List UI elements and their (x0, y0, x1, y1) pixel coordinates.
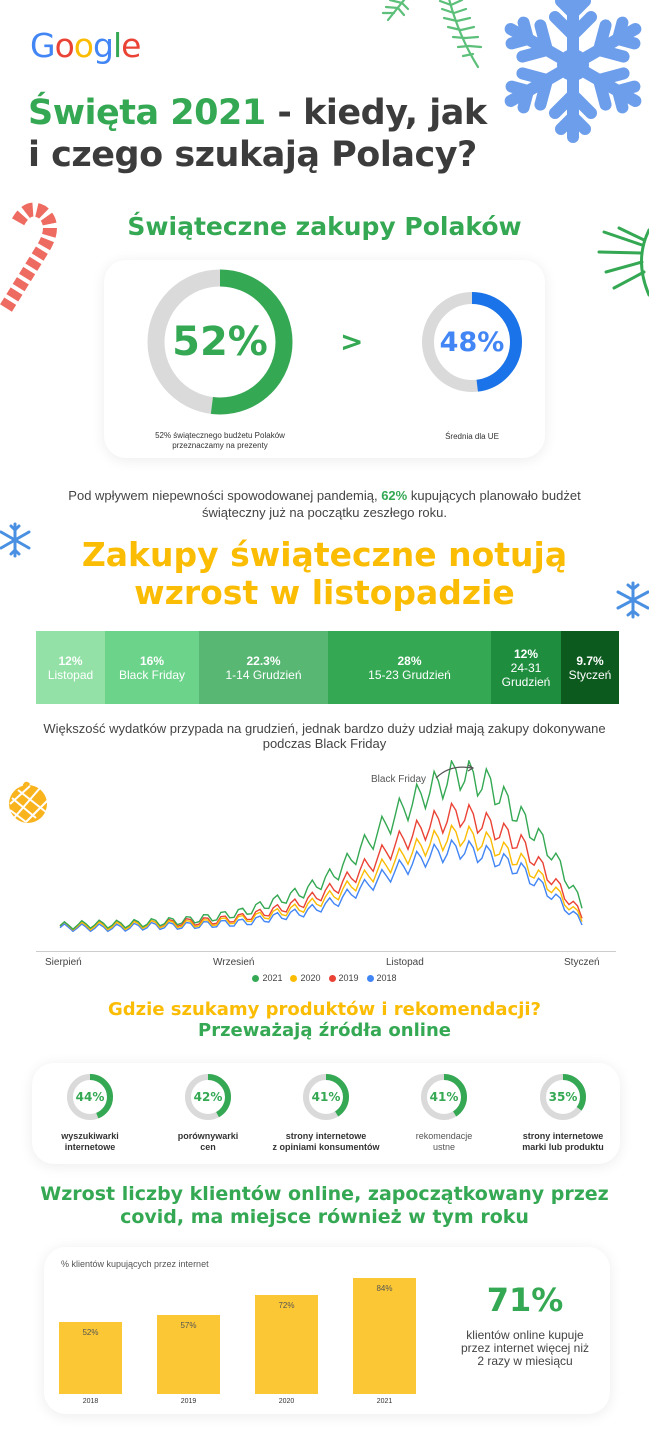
x-label-wrzesien: Wrzesień (213, 957, 255, 968)
poland-budget-caption (140, 431, 300, 451)
bar-value: 57% (180, 1321, 197, 1331)
snowflake-large-icon (488, 0, 649, 150)
note-highlight: 62% (381, 488, 408, 503)
note-text: Pod wpływem niepewności spowodowanej pandemią, (68, 488, 382, 503)
poland-budget-donut (146, 268, 294, 416)
segment-1 (105, 631, 199, 704)
bar-value: 52% (82, 1328, 99, 1338)
legend-dot-icon (252, 975, 259, 982)
online-chart-title: % klientów kupujących przez internet (61, 1259, 209, 1269)
bar-2020 (255, 1295, 318, 1394)
pandemic-note (40, 487, 609, 521)
bar-value: 72% (278, 1300, 295, 1310)
sources-heading: Gdzie szukamy produktów i rekomendacji? (108, 999, 541, 1020)
series-2021 (60, 761, 582, 929)
source-value: 41% (429, 1090, 459, 1104)
online-heading (0, 1183, 649, 1229)
heading-line: covid, ma miejsce również w tym roku (120, 1206, 529, 1228)
segment-5 (561, 631, 619, 704)
segment-percent: 28% (397, 653, 422, 668)
label-line: rekomendacje (415, 1131, 473, 1141)
title-rest: - kiedy, jak (265, 93, 487, 133)
eu-average-caption: Średnia dla UE (445, 432, 499, 441)
label-line: strony internetowe (285, 1131, 367, 1141)
source-donut (65, 1072, 115, 1122)
source-donut (183, 1072, 233, 1122)
stat-description (455, 1329, 595, 1368)
spending-stacked-bar (36, 631, 619, 704)
legend-label: 2021 (262, 973, 283, 983)
page-title (28, 92, 487, 176)
source-label (150, 1131, 266, 1153)
segment-percent: 12% (513, 646, 539, 661)
caption-line: przeznaczamy na prezenty (172, 441, 268, 450)
segment-4 (491, 631, 561, 704)
source-donut (419, 1072, 469, 1122)
bar-year-label: 2020 (278, 1398, 295, 1405)
bar-year-label: 2021 (376, 1398, 393, 1405)
annotation-arrow-icon (434, 762, 478, 780)
eu-average-donut (421, 291, 523, 393)
source-label (268, 1131, 384, 1153)
legend-label: 2018 (376, 973, 397, 983)
segment-percent: 22.3% (246, 653, 281, 668)
legend-dot-icon (329, 975, 336, 982)
logo-letter: G (30, 26, 55, 65)
legend-item-2021 (252, 973, 282, 983)
segment-2 (199, 631, 328, 704)
stat-value: 71% (486, 1281, 564, 1319)
search-trend-line-chart (36, 760, 616, 960)
bar-2019 (157, 1315, 220, 1394)
x-label-listopad: Listopad (386, 957, 424, 968)
stat-line: 2 razy w miesiącu (477, 1354, 573, 1368)
label-line: ustne (432, 1142, 456, 1152)
google-logo (30, 26, 140, 65)
source-value: 44% (75, 1090, 105, 1104)
segment-label: Black Friday (118, 667, 186, 682)
logo-letter: e (121, 26, 141, 65)
black-friday-annotation: Black Friday (371, 774, 427, 785)
caption-line: 52% świątecznego budżetu Polaków (155, 431, 285, 440)
segment-0 (36, 631, 105, 704)
legend-item-2019 (329, 973, 359, 983)
logo-letter: l (112, 26, 122, 65)
label-line: z opiniami konsumentów (272, 1142, 380, 1152)
source-value: 41% (311, 1090, 341, 1104)
source-item-4 (505, 1072, 621, 1153)
segment-label: Styczeń (568, 667, 612, 682)
source-label (32, 1131, 148, 1153)
legend-dot-icon (367, 975, 374, 982)
bar-year-label: 2019 (180, 1398, 197, 1405)
bar-year-label: 2018 (82, 1398, 99, 1405)
series-2018 (60, 840, 582, 931)
stat-line: przez internet więcej niż (460, 1341, 590, 1355)
heading-line: Wzrost liczby klientów online, zapoczątkowany przez (40, 1183, 609, 1205)
source-donut (538, 1072, 588, 1122)
legend-item-2020 (290, 973, 320, 983)
note-text: kupujących planowało budżet świąteczny już na początku zeszłego roku. (202, 488, 581, 520)
pine-branch-icon (378, 0, 488, 75)
label-line: cen (200, 1142, 216, 1152)
x-label-styczen: Styczeń (564, 957, 600, 968)
source-item-2 (268, 1072, 384, 1153)
logo-letter: o (73, 26, 93, 65)
source-value: 42% (193, 1090, 223, 1104)
eu-average-value: 48% (439, 326, 505, 358)
stat-line: klientów online kupuje (466, 1328, 584, 1342)
source-donut (301, 1072, 351, 1122)
sources-subheading: Przeważają źródła online (198, 1020, 451, 1041)
bar-2021 (353, 1278, 416, 1394)
x-axis-line (36, 951, 616, 952)
timing-caption: Większość wydatków przypada na grudzień, jednak bardzo duży udział mają zakupy dokonywane podczas Black Friday (43, 721, 606, 751)
timing-heading (0, 536, 649, 612)
segment-label: 1-14 Grudzień (225, 667, 302, 682)
source-label (386, 1131, 502, 1153)
segment-label: 15-23 Grudzień (368, 667, 451, 682)
legend-label: 2019 (338, 973, 359, 983)
source-label (505, 1131, 621, 1153)
legend-dot-icon (290, 975, 297, 982)
label-line: wyszukiwarki (61, 1131, 119, 1141)
greater-than-sign: > (340, 325, 364, 358)
source-value: 35% (548, 1090, 578, 1104)
label-line: porównywarki (177, 1131, 239, 1141)
bar-value: 84% (376, 1284, 393, 1294)
budget-heading: Świąteczne zakupy Polaków (127, 212, 522, 241)
segment-percent: 12% (58, 653, 83, 668)
title-line2: i czego szukają Polacy? (28, 135, 477, 175)
source-item-1 (150, 1072, 266, 1153)
legend-item-2018 (367, 973, 397, 983)
label-line: strony internetowe (522, 1131, 604, 1141)
heading-line: wzrost w listopadzie (134, 573, 515, 612)
x-label-sierpien: Sierpień (45, 957, 82, 968)
chart-legend (0, 973, 649, 983)
label-line: marki lub produktu (522, 1142, 604, 1152)
legend-label: 2020 (300, 973, 321, 983)
title-highlight: Święta 2021 (28, 93, 266, 133)
poland-budget-value: 52% (172, 319, 268, 365)
bar-2018 (59, 1322, 122, 1394)
logo-letter: g (92, 26, 113, 65)
logo-letter: o (54, 26, 74, 65)
segment-label: 24-31 Grudzień (501, 660, 551, 689)
series-2020 (60, 825, 582, 929)
source-item-0 (32, 1072, 148, 1153)
segment-label: Listopad (47, 667, 94, 682)
label-line: internetowe (64, 1142, 116, 1152)
heading-line: Zakupy świąteczne notują (81, 535, 568, 574)
segment-percent: 16% (139, 653, 165, 668)
segment-percent: 9.7% (576, 653, 604, 668)
segment-3 (328, 631, 491, 704)
source-item-3 (386, 1072, 502, 1153)
